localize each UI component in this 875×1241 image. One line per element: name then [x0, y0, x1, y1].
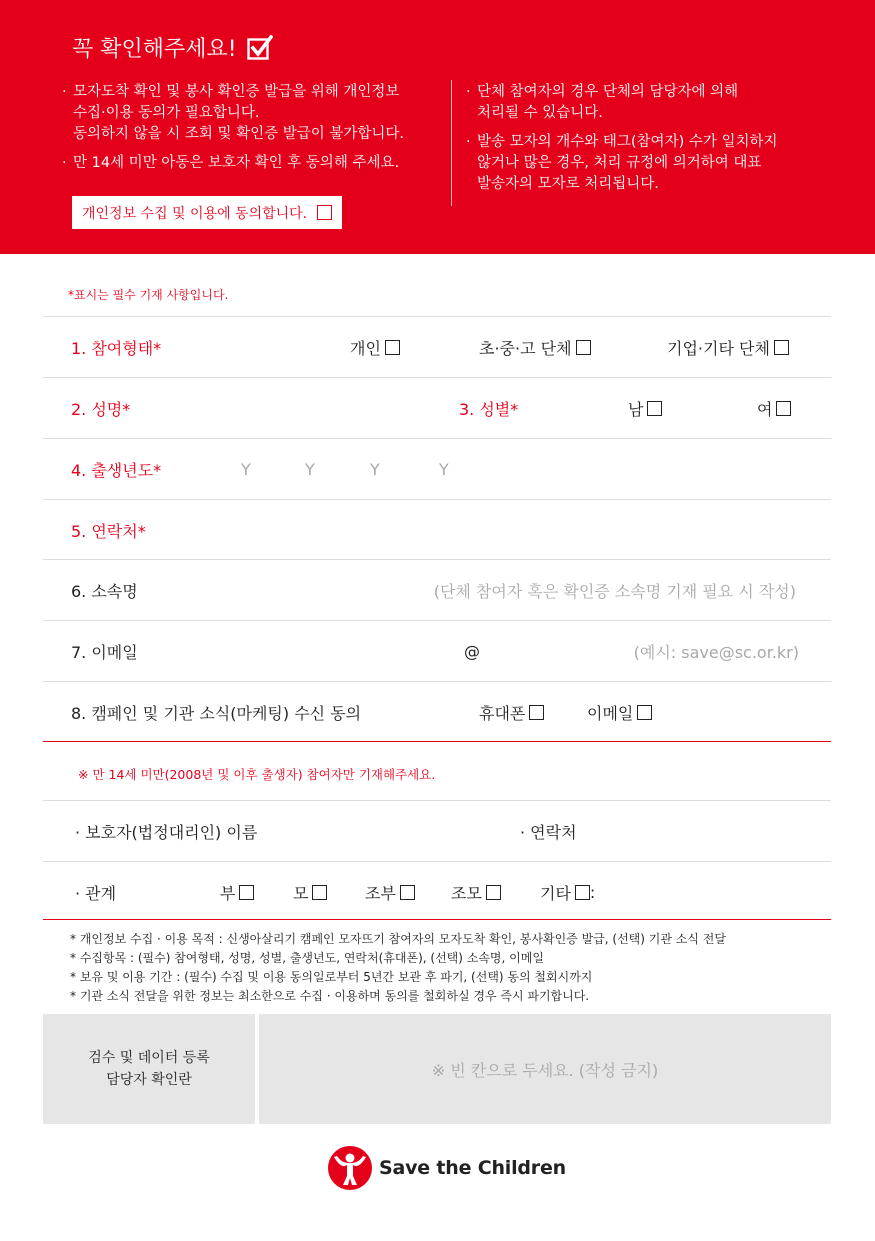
email-hint: (예시: save@sc.or.kr): [633, 642, 799, 662]
guardian-relation-label: · 관계: [75, 883, 117, 903]
participation-individual-option[interactable]: [350, 317, 400, 377]
option-label: 부: [220, 883, 236, 903]
relation-other-option[interactable]: [540, 862, 595, 922]
option-label: 남: [628, 399, 644, 419]
guardian-name-label: · 보호자(법정대리인) 이름: [75, 822, 258, 842]
guardian-contact-label: · 연락처: [520, 822, 577, 842]
privacy-notice: [70, 930, 726, 1006]
guardian-note: ※ 만 14세 미만(2008년 및 이후 출생자) 참여자만 기재해주세요.: [78, 767, 436, 782]
checkbox-icon[interactable]: [239, 885, 254, 900]
checkbox-icon[interactable]: [529, 705, 544, 720]
guardian-name-row: [43, 800, 831, 861]
checkbox-icon[interactable]: [776, 401, 791, 416]
option-label: 조모: [451, 883, 482, 903]
banner-title: [72, 32, 273, 63]
birth-year-digit[interactable]: Y: [305, 459, 315, 479]
birth-year-digit[interactable]: Y: [241, 459, 251, 479]
banner-note-text: 단체 참여자의 경우 단체의 담당자에 의해 처리될 수 있습니다.: [477, 84, 739, 121]
banner-note: [62, 82, 442, 145]
option-label: 개인: [350, 338, 381, 358]
checkbox-icon[interactable]: [312, 885, 327, 900]
banner-title-text: 꼭 확인해주세요!: [72, 37, 237, 62]
name-label: 2. 성명*: [71, 399, 131, 419]
relation-mother-option[interactable]: [293, 862, 327, 922]
participation-company-option[interactable]: [667, 317, 789, 377]
privacy-consent-checkbox[interactable]: [72, 196, 342, 229]
birth-year-digit[interactable]: Y: [370, 459, 380, 479]
relation-grandfather-option[interactable]: [365, 862, 415, 922]
option-label: 조부: [365, 883, 396, 903]
participation-row: [43, 316, 831, 377]
other-suffix: :: [589, 882, 596, 902]
banner-note: [466, 132, 826, 195]
checkbox-icon[interactable]: [385, 340, 400, 355]
gender-female-option[interactable]: [757, 378, 791, 438]
privacy-line: * 수집항목 : (필수) 참여형태, 성명, 성별, 출생년도, 연락처(휴대폰), (선택) 소속명, 이메일: [70, 951, 544, 965]
option-label: 기업·기타 단체: [667, 338, 770, 358]
save-the-children-emblem-icon: [327, 1145, 373, 1191]
section-divider: [43, 741, 831, 742]
banner-right-notes: [466, 82, 826, 203]
affiliation-hint: (단체 참여자 혹은 확인증 소속명 기재 필요 시 작성): [433, 581, 796, 601]
participation-school-option[interactable]: [479, 317, 591, 377]
marketing-phone-option[interactable]: [479, 682, 544, 742]
email-row: [43, 620, 831, 681]
banner-note-text: 만 14세 미만 아동은 보호자 확인 후 동의해 주세요.: [73, 155, 400, 171]
office-use-label: 검수 및 데이터 등록 담당자 확인란: [88, 1050, 210, 1088]
checkbox-icon[interactable]: [647, 401, 662, 416]
checkbox-icon[interactable]: [774, 340, 789, 355]
privacy-line: * 개인정보 수집 · 이용 목적 : 신생아살리기 캠페인 모자뜨기 참여자의 모자도착 확인, 봉사확인증 발급, (선택) 기관 소식 전달: [70, 932, 726, 946]
affiliation-row: [43, 559, 831, 620]
relation-father-option[interactable]: [220, 862, 254, 922]
privacy-line: * 보유 및 이용 기간 : (필수) 수집 및 이용 동의일로부터 5년간 보관 후 파기, (선택) 동의 철회시까지: [70, 970, 593, 984]
option-label: 이메일: [587, 703, 634, 723]
checkbox-icon[interactable]: [576, 340, 591, 355]
marketing-consent-label: 8. 캠페인 및 기관 소식(마케팅) 수신 동의: [71, 703, 362, 723]
required-fields-note: *표시는 필수 기재 사항입니다.: [68, 288, 229, 302]
contact-label: 5. 연락처*: [71, 521, 146, 541]
checkbox-checked-icon: [247, 35, 273, 61]
bullet: ·: [466, 134, 471, 150]
section-divider: [43, 919, 831, 920]
email-at-sign: @: [464, 641, 480, 661]
option-label: 기타: [540, 883, 571, 903]
gender-male-option[interactable]: [628, 378, 662, 438]
checkbox-icon[interactable]: [575, 885, 590, 900]
option-label: 모: [293, 883, 309, 903]
banner-note-text: 발송 모자의 개수와 태그(참여자) 수가 일치하지 않거나 많은 경우, 처리 규정에 의거하여 대표 발송자의 모자로 처리됩니다.: [477, 134, 778, 192]
gender-label: 3. 성별*: [459, 399, 519, 419]
birth-year-digit[interactable]: Y: [439, 459, 449, 479]
marketing-row: [43, 681, 831, 742]
office-use-box: [43, 1014, 831, 1124]
logo-text: Save the Children: [379, 1157, 566, 1179]
participation-label: 1. 참여형태*: [71, 338, 162, 358]
affiliation-label: 6. 소속명: [71, 581, 138, 601]
save-the-children-logo: [327, 1145, 566, 1191]
option-label: 초·중·고 단체: [479, 338, 572, 358]
banner-left-notes: [62, 82, 442, 182]
privacy-line: * 기관 소식 전달을 위한 정보는 최소한으로 수집 · 이용하며 동의를 철회하실 경우 즉시 파기합니다.: [70, 989, 590, 1003]
office-use-note: ※ 빈 칸으로 두세요. (작성 금지): [431, 1060, 659, 1080]
bullet: ·: [466, 84, 471, 100]
checkbox-icon[interactable]: [637, 705, 652, 720]
bullet: ·: [62, 84, 67, 100]
marketing-email-option[interactable]: [587, 682, 652, 742]
checkbox-icon[interactable]: [317, 205, 332, 220]
email-label: 7. 이메일: [71, 642, 138, 662]
checkbox-icon[interactable]: [400, 885, 415, 900]
contact-row: [43, 499, 831, 560]
option-label: 여: [757, 399, 773, 419]
notice-banner: [0, 0, 875, 254]
option-label: 휴대폰: [479, 703, 526, 723]
banner-note: [62, 153, 442, 174]
privacy-consent-label: 개인정보 수집 및 이용에 동의합니다.: [82, 205, 308, 222]
checkbox-icon[interactable]: [486, 885, 501, 900]
banner-note: [466, 82, 826, 124]
banner-note-text: 모자도착 확인 및 봉사 확인증 발급을 위해 개인정보 수집·이용 동의가 필요합니다. 동의하지 않을 시 조회 및 확인증 발급이 불가합니다.: [73, 84, 405, 142]
name-gender-row: [43, 377, 831, 438]
birth-year-label: 4. 출생년도*: [71, 460, 162, 480]
birth-year-row: [43, 438, 831, 499]
relation-grandmother-option[interactable]: [451, 862, 501, 922]
banner-divider: [451, 80, 452, 206]
guardian-relation-row: [43, 861, 831, 922]
bullet: ·: [62, 155, 67, 171]
